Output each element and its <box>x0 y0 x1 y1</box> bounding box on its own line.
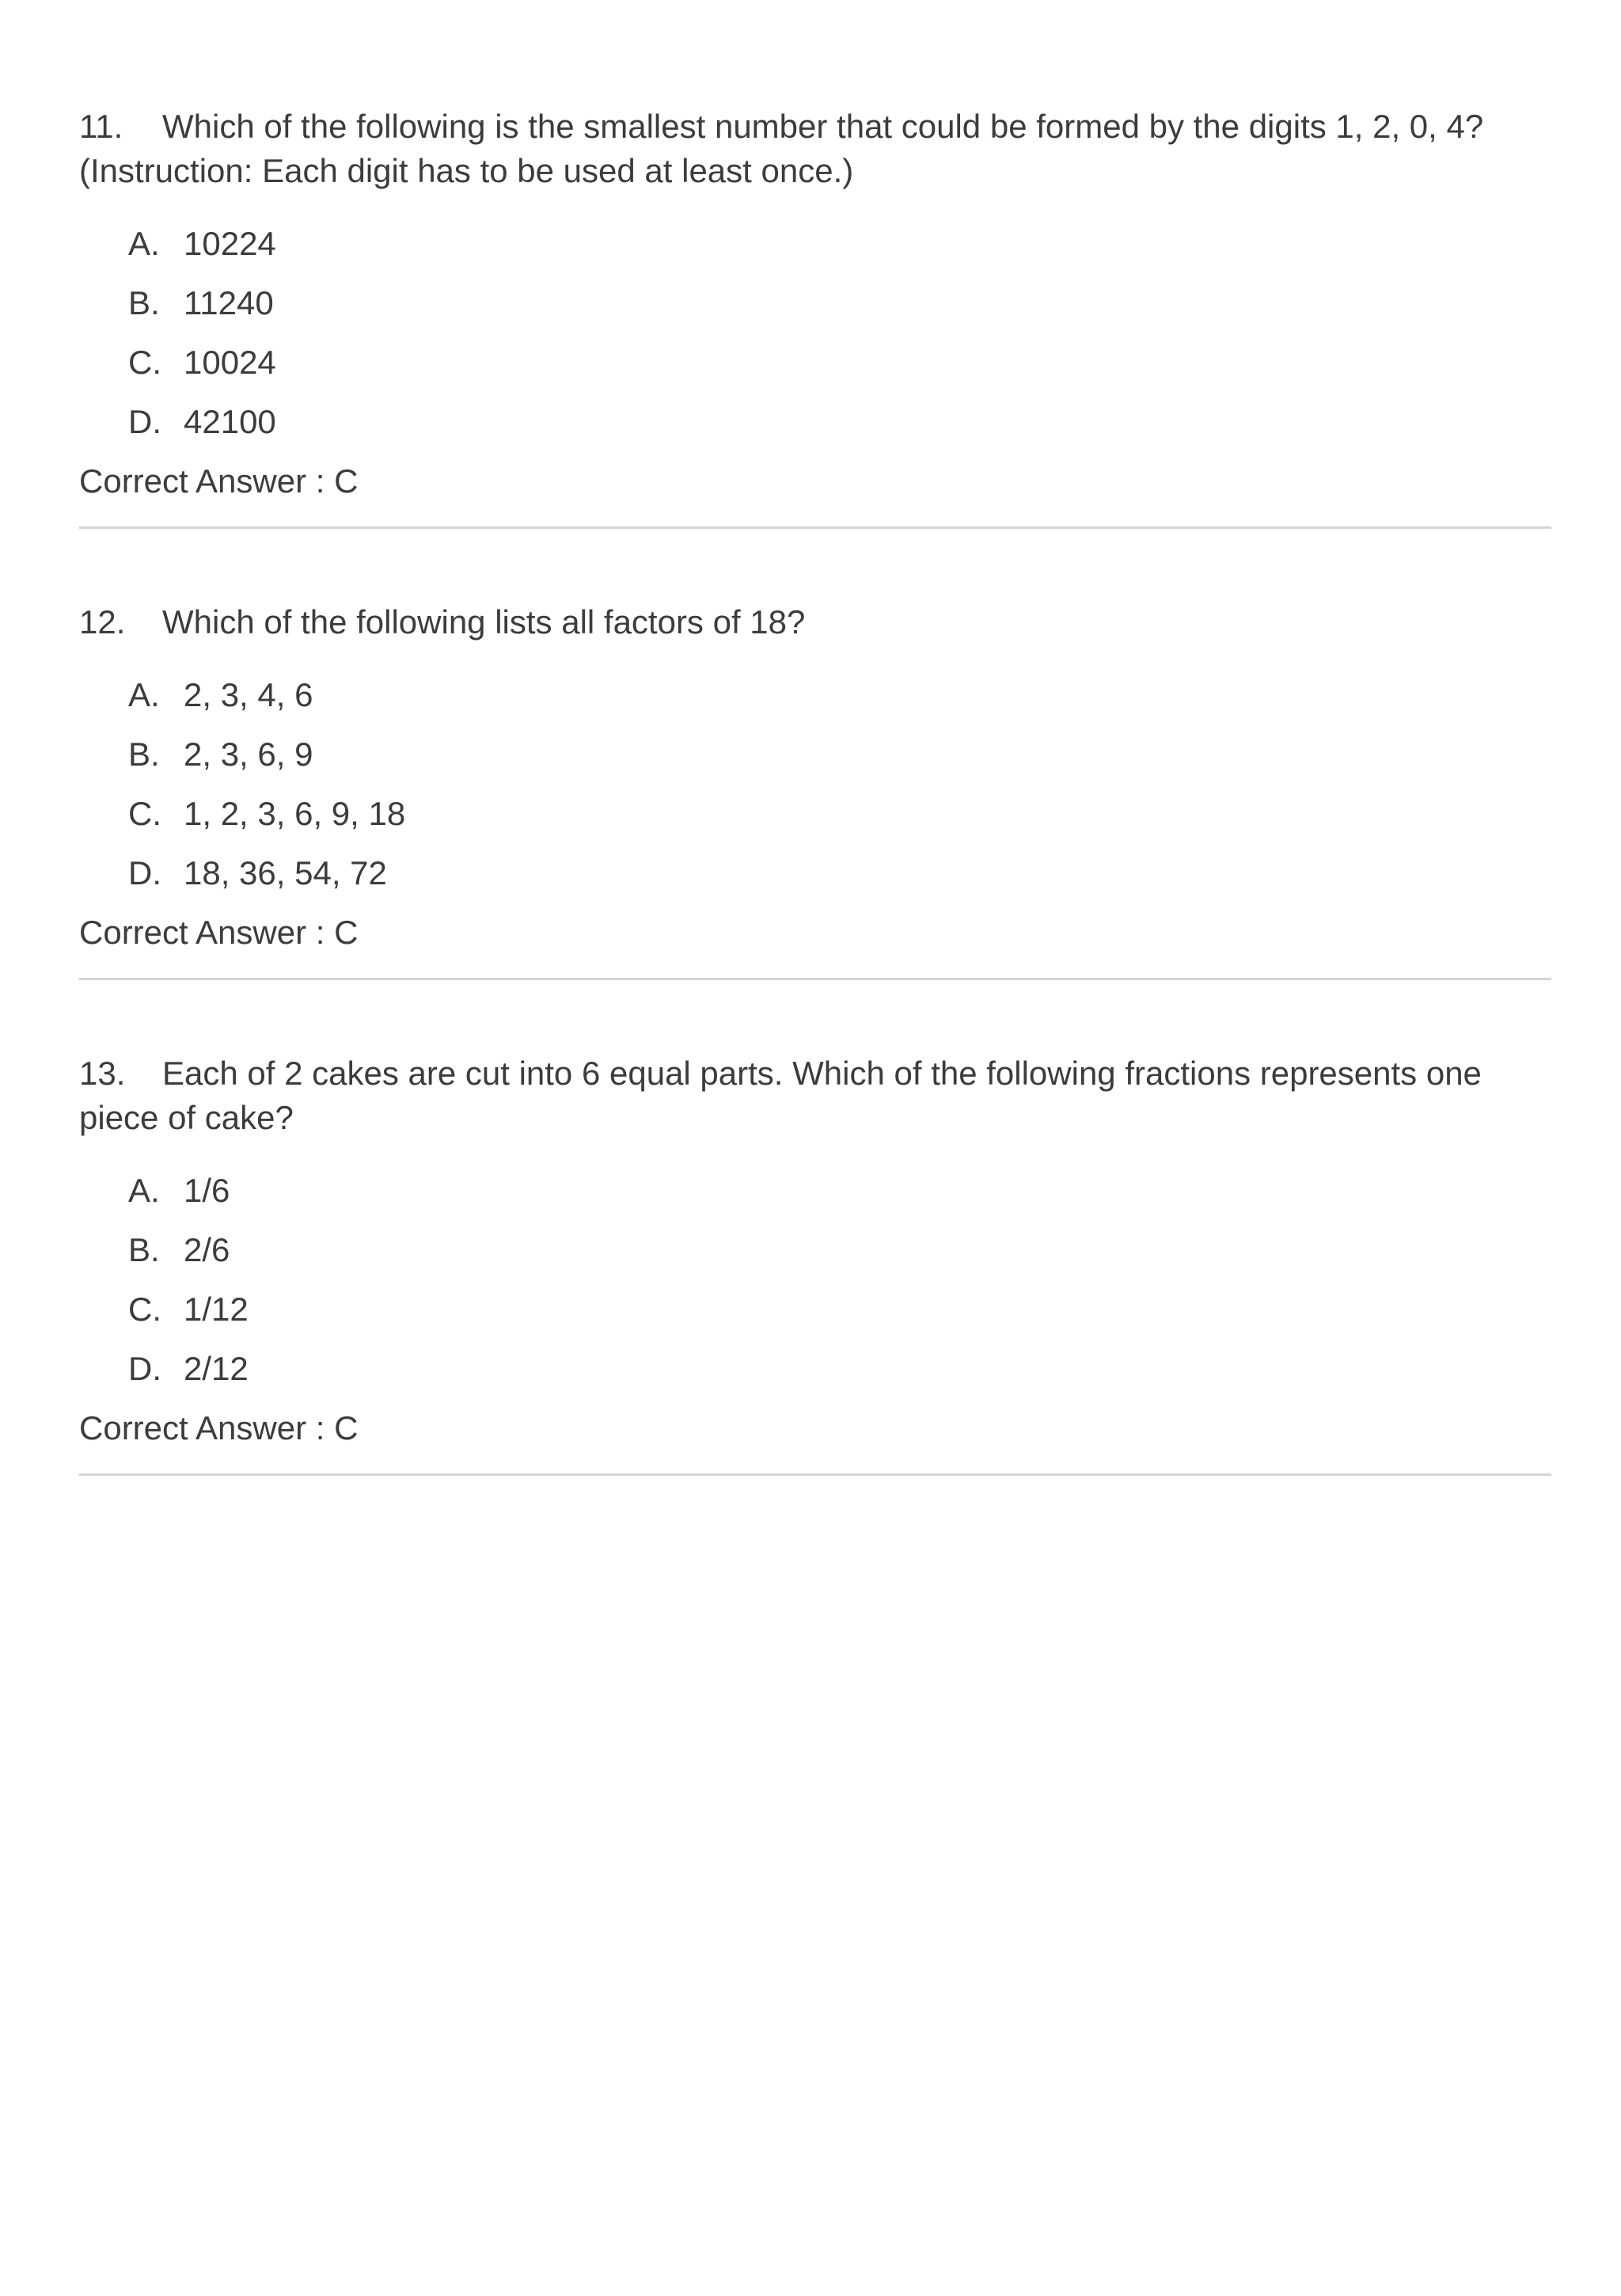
option-value: 1/12 <box>184 1291 249 1328</box>
option-list <box>79 1169 1551 1391</box>
option-list <box>79 673 1551 895</box>
option-item <box>128 400 1551 444</box>
option-item <box>128 792 1551 836</box>
option-value: 1/6 <box>184 1172 230 1209</box>
option-item <box>128 1287 1551 1332</box>
option-letter: B. <box>128 736 160 773</box>
option-letter: B. <box>128 1231 160 1268</box>
option-letter: C. <box>128 344 161 381</box>
option-item <box>128 673 1551 717</box>
option-item <box>128 281 1551 325</box>
question-prompt: Which of the following lists all factors of 18? <box>162 603 806 641</box>
option-value: 18, 36, 54, 72 <box>184 854 387 891</box>
question-text <box>79 105 1551 193</box>
question-block <box>79 105 1551 529</box>
option-list <box>79 222 1551 444</box>
option-value: 2/12 <box>184 1350 249 1387</box>
option-letter: A. <box>128 676 160 713</box>
question-text <box>79 600 1551 644</box>
option-letter: D. <box>128 854 161 891</box>
option-letter: C. <box>128 1291 161 1328</box>
option-value: 2, 3, 6, 9 <box>184 736 313 773</box>
question-number: 11. <box>79 108 123 145</box>
question-number: 12. <box>79 603 126 641</box>
option-letter: D. <box>128 1350 161 1387</box>
question-block <box>79 1051 1551 1476</box>
option-item <box>128 222 1551 266</box>
option-value: 1, 2, 3, 6, 9, 18 <box>184 795 406 832</box>
option-letter: A. <box>128 225 160 262</box>
option-item <box>128 732 1551 777</box>
option-value: 42100 <box>184 403 276 440</box>
correct-answer: Correct Answer : C <box>79 462 359 500</box>
option-value: 2, 3, 4, 6 <box>184 676 313 713</box>
option-value: 2/6 <box>184 1231 230 1268</box>
question-list <box>79 105 1551 1547</box>
option-letter: A. <box>128 1172 160 1209</box>
option-item <box>128 851 1551 895</box>
question-prompt: Which of the following is the smallest number that could be formed by the digits 1, 2, 0, 4? (Instruction: Each digit has to be used at least once.) <box>79 108 1484 189</box>
option-letter: C. <box>128 795 161 832</box>
correct-answer: Correct Answer : C <box>79 1409 359 1446</box>
question-text <box>79 1051 1551 1140</box>
question-block <box>79 600 1551 980</box>
option-item <box>128 1347 1551 1391</box>
question-prompt: Each of 2 cakes are cut into 6 equal parts. Which of the following fractions represents one piece of cake? <box>79 1055 1482 1136</box>
question-number: 13. <box>79 1055 126 1092</box>
option-item <box>128 1169 1551 1213</box>
option-letter: D. <box>128 403 161 440</box>
option-value: 10224 <box>184 225 276 262</box>
option-value: 10024 <box>184 344 276 381</box>
option-item <box>128 340 1551 385</box>
option-value: 11240 <box>184 284 274 321</box>
correct-answer: Correct Answer : C <box>79 914 359 951</box>
option-letter: B. <box>128 284 160 321</box>
option-item <box>128 1228 1551 1272</box>
